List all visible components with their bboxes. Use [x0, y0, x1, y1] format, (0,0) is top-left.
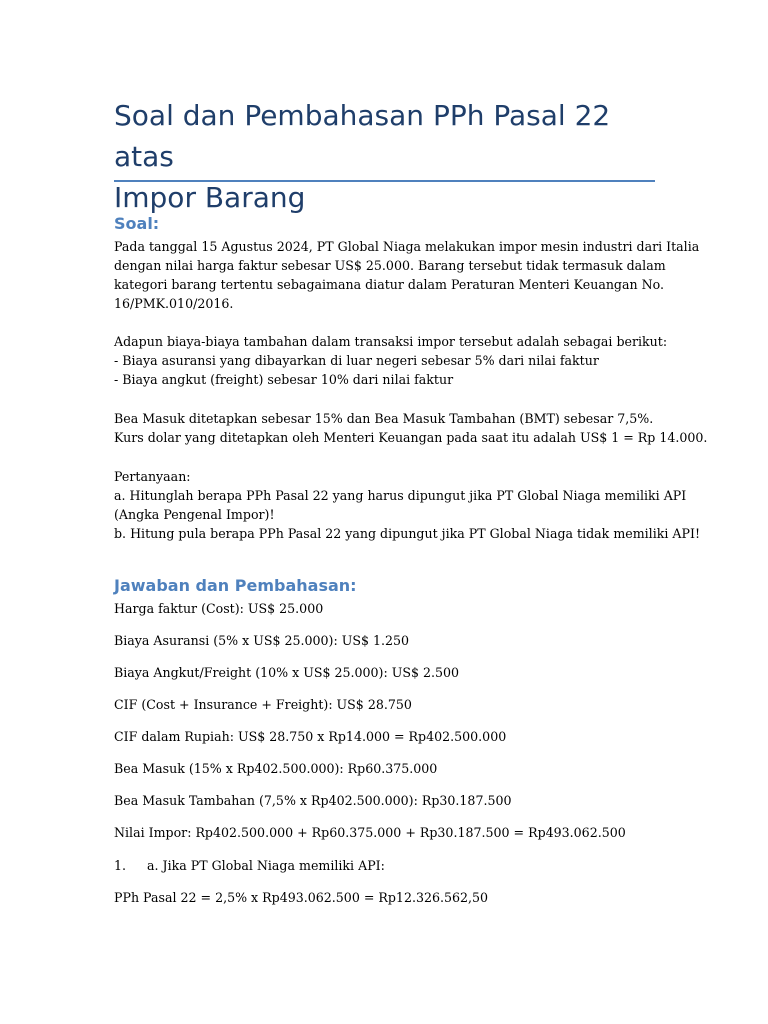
- list-item: [114, 856, 385, 875]
- text-line: Kurs dolar yang ditetapkan oleh Menteri Keuangan pada saat itu adalah US$ 1 = Rp 14.000.: [114, 430, 708, 445]
- answer-line-cif-rupiah: CIF dalam Rupiah: US$ 28.750 x Rp14.000 = Rp402.500.000: [114, 729, 507, 744]
- text-line: Bea Masuk ditetapkan sebesar 15% dan Bea Masuk Tambahan (BMT) sebesar 7,5%.: [114, 411, 654, 426]
- text-line: 16/PMK.010/2016.: [114, 296, 234, 311]
- page-title: [114, 95, 659, 218]
- text-line: dengan nilai harga faktur sebesar US$ 25.000. Barang tersebut tidak termasuk dalam: [114, 258, 666, 273]
- answer-line-asuransi: Biaya Asuransi (5% x US$ 25.000): US$ 1.250: [114, 633, 410, 648]
- text-line: - Biaya angkut (freight) sebesar 10% dari nilai faktur: [114, 372, 454, 387]
- soal-paragraph-1: [114, 237, 700, 313]
- list-item-text: a. Jika PT Global Niaga memiliki API:: [147, 858, 385, 873]
- answer-line-freight: Biaya Angkut/Freight (10% x US$ 25.000): US$ 2.500: [114, 665, 460, 680]
- text-line: (Angka Pengenal Impor)!: [114, 507, 275, 522]
- answer-line-cif: CIF (Cost + Insurance + Freight): US$ 28.750: [114, 697, 412, 712]
- soal-heading: Soal:: [114, 214, 160, 233]
- title-line-1: Soal dan Pembahasan PPh Pasal 22 atas: [114, 99, 611, 173]
- answer-line-bea-masuk: Bea Masuk (15% x Rp402.500.000): Rp60.375.000: [114, 761, 438, 776]
- list-number: 1.: [114, 858, 127, 873]
- text-line: b. Hitung pula berapa PPh Pasal 22 yang dipungut jika PT Global Niaga tidak memiliki API!: [114, 526, 701, 541]
- text-line: - Biaya asuransi yang dibayarkan di luar negeri sebesar 5% dari nilai faktur: [114, 353, 599, 368]
- text-line: Pertanyaan:: [114, 469, 191, 484]
- text-line: a. Hitunglah berapa PPh Pasal 22 yang harus dipungut jika PT Global Niaga memiliki API: [114, 488, 687, 503]
- text-line: kategori barang tertentu sebagaimana diatur dalam Peraturan Menteri Keuangan No.: [114, 277, 665, 292]
- soal-paragraph-4: [114, 467, 701, 543]
- answer-line-harga-faktur: Harga faktur (Cost): US$ 25.000: [114, 601, 324, 616]
- title-underline: [114, 180, 655, 182]
- answer-line-bea-masuk-tambahan: Bea Masuk Tambahan (7,5% x Rp402.500.000): Rp30.187.500: [114, 793, 512, 808]
- soal-paragraph-3: [114, 409, 708, 447]
- answer-line-nilai-impor: Nilai Impor: Rp402.500.000 + Rp60.375.000 + Rp30.187.500 = Rp493.062.500: [114, 825, 626, 840]
- soal-paragraph-2: [114, 332, 668, 389]
- jawaban-heading: Jawaban dan Pembahasan:: [114, 576, 357, 595]
- title-line-2: Impor Barang: [114, 181, 306, 214]
- text-line: Pada tanggal 15 Agustus 2024, PT Global Niaga melakukan impor mesin industri dari Italia: [114, 239, 700, 254]
- text-line: Adapun biaya-biaya tambahan dalam transaksi impor tersebut adalah sebagai berikut:: [114, 334, 668, 349]
- answer-line-pph: PPh Pasal 22 = 2,5% x Rp493.062.500 = Rp12.326.562,50: [114, 890, 489, 905]
